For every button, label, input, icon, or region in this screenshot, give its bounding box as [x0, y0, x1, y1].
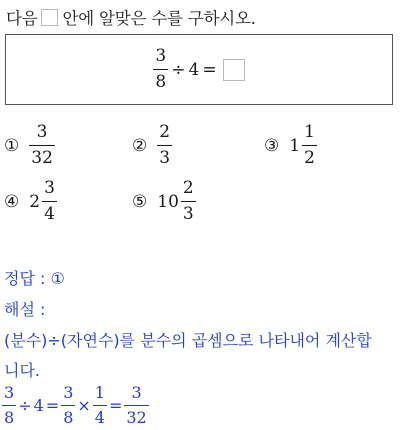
- fraction-numerator: 2: [182, 178, 194, 198]
- solution-fraction-1: [2, 385, 16, 426]
- fraction-denominator: 8: [4, 408, 15, 428]
- choice-whole-number: 2: [29, 191, 41, 212]
- fraction-denominator: 4: [44, 204, 55, 225]
- choice-marker: ④: [4, 191, 20, 212]
- equals-sign: =: [45, 396, 60, 416]
- fraction-numerator: 2: [159, 122, 171, 142]
- choice-marker: ①: [4, 135, 20, 156]
- solution-fraction-2: [61, 385, 75, 426]
- equals-sign: =: [202, 59, 217, 80]
- division-sign: ÷: [18, 396, 32, 416]
- solution-fraction-result: [124, 385, 148, 426]
- choice-fraction: [29, 124, 55, 167]
- divisor: 4: [188, 59, 200, 80]
- fraction-numerator: 1: [304, 122, 315, 142]
- answer-label: 정답 : ①: [4, 269, 65, 288]
- division-sign: ÷: [171, 59, 186, 80]
- problem-box: [5, 34, 393, 105]
- solution-expression: [2, 385, 149, 426]
- fraction-numerator: 3: [44, 178, 55, 198]
- choice-fraction: [181, 180, 196, 223]
- choice-5[interactable]: [132, 180, 196, 223]
- choice-whole-number: 10: [157, 191, 179, 212]
- choice-3[interactable]: [264, 124, 317, 167]
- fraction-denominator: 8: [155, 72, 167, 93]
- choice-marker: ③: [264, 135, 280, 156]
- fraction-denominator: 4: [94, 408, 105, 428]
- answer-box: [223, 59, 245, 81]
- multiplication-sign: ×: [77, 396, 91, 416]
- equals-sign: =: [108, 396, 123, 416]
- fraction-denominator: 32: [31, 148, 53, 169]
- fraction-denominator: 2: [304, 148, 315, 169]
- fraction-denominator: 3: [159, 148, 171, 169]
- fraction-numerator: 3: [131, 383, 142, 402]
- fraction-bar: [181, 201, 196, 202]
- fraction-bar: [302, 145, 317, 146]
- fraction-bar: [2, 405, 16, 406]
- choice-marker: ②: [132, 135, 148, 156]
- choice-fraction: [302, 124, 317, 167]
- fraction-bar: [153, 69, 168, 70]
- choice-fraction: [157, 124, 172, 167]
- choice-2[interactable]: [132, 124, 172, 167]
- fraction-numerator: 3: [36, 122, 48, 142]
- fraction-bar: [61, 405, 75, 406]
- fraction-numerator: 3: [4, 383, 15, 402]
- fraction-bar: [124, 405, 148, 406]
- fraction-denominator: 8: [63, 408, 74, 428]
- fraction-numerator: 3: [63, 383, 74, 402]
- choice-whole-number: 1: [289, 135, 301, 156]
- answer-blank-box: [41, 9, 58, 26]
- fraction-bar: [157, 145, 172, 146]
- fraction-denominator: 32: [126, 408, 147, 428]
- fraction-bar: [93, 405, 107, 406]
- choice-1[interactable]: [4, 124, 55, 167]
- explanation-label: 해설 :: [4, 300, 46, 319]
- fraction-numerator: 3: [155, 45, 167, 66]
- fraction-bar: [29, 145, 55, 146]
- fraction-denominator: 3: [182, 204, 194, 225]
- choice-4[interactable]: [4, 180, 57, 223]
- problem-expression: [6, 35, 392, 104]
- solution-fraction-3: [93, 385, 107, 426]
- choice-marker: ⑤: [132, 191, 148, 212]
- fraction-numerator: 1: [94, 383, 105, 402]
- explanation-line-2: 니다.: [4, 361, 40, 380]
- question-text-before: 다음: [6, 9, 38, 28]
- choice-fraction: [42, 180, 57, 223]
- explanation-line-1: (분수)÷(자연수)를 분수의 곱셈으로 나타내어 계산합: [4, 331, 372, 350]
- question-text: [6, 5, 256, 29]
- problem-fraction: [153, 45, 168, 93]
- solution-divisor: 4: [33, 396, 44, 416]
- fraction-bar: [42, 201, 57, 202]
- question-text-after: 안에 알맞은 수를 구하시오.: [62, 9, 256, 28]
